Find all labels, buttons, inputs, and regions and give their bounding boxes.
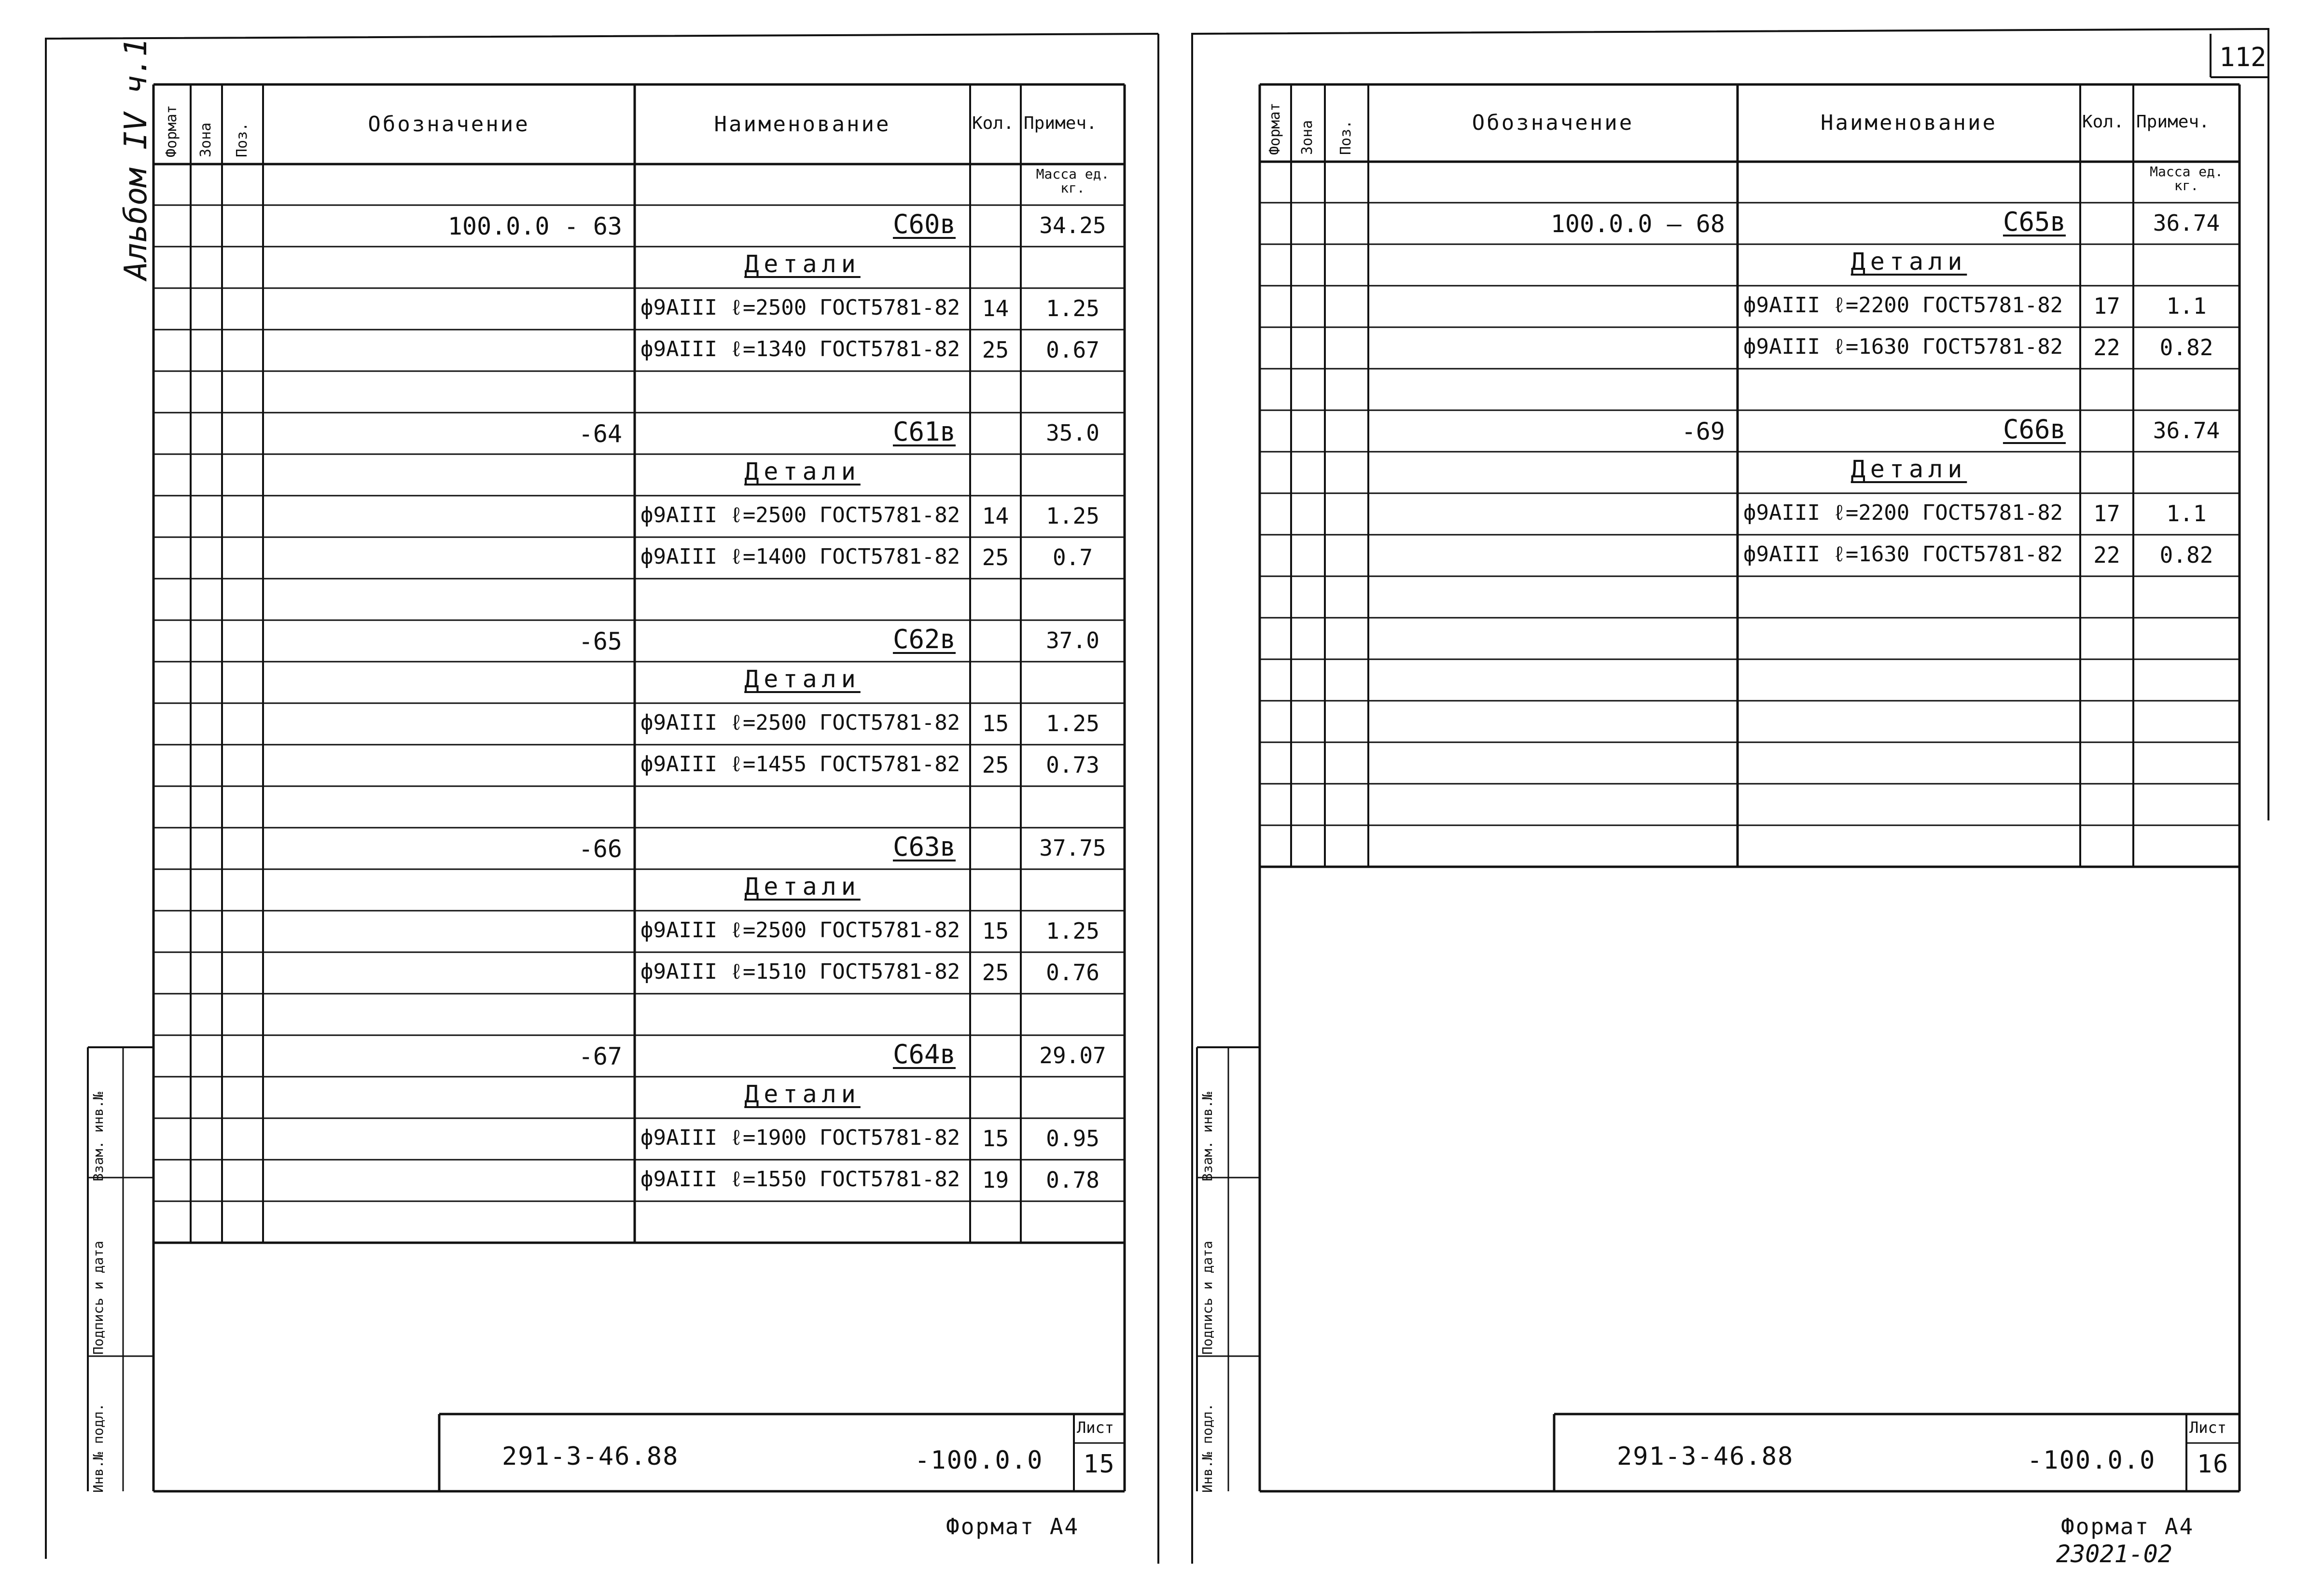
left_sheet-row-product: С63в bbox=[892, 832, 956, 862]
left_sheet-sheet-number: 15 bbox=[1083, 1450, 1115, 1479]
right_sheet-format-label: Формат А4 bbox=[2061, 1513, 2195, 1540]
right_sheet-row-note: 36.74 bbox=[2153, 210, 2220, 236]
left_sheet-row-section: Детали bbox=[744, 458, 861, 486]
stamp-code: 23021-02 bbox=[2056, 1540, 2172, 1568]
right_sheet-side-label: Взам. инв.№ bbox=[1199, 1092, 1215, 1181]
left_sheet-row-note: 35.0 bbox=[1046, 420, 1099, 446]
right_sheet-row-detail: ф9АIII ℓ=1630 ГОСТ5781-82 bbox=[1743, 542, 2063, 567]
left_sheet-row-detail: ф9АIII ℓ=1900 ГОСТ5781-82 bbox=[640, 1125, 960, 1150]
left_sheet-row-qty: 25 bbox=[982, 337, 1009, 363]
left_sheet-row-product: С61в bbox=[892, 416, 956, 447]
left_sheet-row-note: 37.0 bbox=[1046, 627, 1099, 653]
left_sheet-header-pos: Поз. bbox=[233, 122, 250, 157]
left_sheet-row-qty: 25 bbox=[982, 544, 1009, 570]
right_sheet-header-name: Наименование bbox=[1821, 111, 1997, 135]
left_sheet-row-note: 29.07 bbox=[1039, 1042, 1106, 1069]
right_sheet-header-zone: Зона bbox=[1299, 120, 1316, 155]
right_sheet-row-qty: 22 bbox=[2093, 542, 2120, 568]
right_sheet-sheet-number: 16 bbox=[2197, 1450, 2229, 1479]
left_sheet-row-qty: 25 bbox=[982, 752, 1009, 778]
left_sheet-header-format: Формат bbox=[163, 105, 180, 157]
left_sheet-row-designation: -67 bbox=[578, 1042, 622, 1070]
right_sheet-row-designation: 100.0.0 — 68 bbox=[1550, 210, 1725, 238]
left_sheet-row-note: 1.25 bbox=[1046, 710, 1099, 736]
left_sheet-header-zone: Зона bbox=[197, 122, 214, 157]
left_sheet-header-note: Примеч. bbox=[1024, 113, 1097, 133]
left_sheet-row-section: Детали bbox=[744, 1080, 861, 1108]
left_sheet-row-detail: ф9АIII ℓ=1510 ГОСТ5781-82 bbox=[640, 959, 960, 984]
left_sheet-row-designation: 100.0.0 - 63 bbox=[447, 212, 622, 240]
page-number: 112 bbox=[2219, 42, 2267, 72]
left_sheet-row-note: 1.25 bbox=[1046, 918, 1099, 944]
left_sheet-row-product: С62в bbox=[892, 624, 956, 654]
left_sheet-header-designation: Обозначение bbox=[368, 111, 530, 137]
right_sheet-sheet-label: Лист bbox=[2189, 1418, 2227, 1437]
right_sheet-header-pos: Поз. bbox=[1337, 120, 1354, 155]
left_sheet-format-label: Формат А4 bbox=[946, 1513, 1080, 1540]
left_sheet-row-designation: -64 bbox=[578, 420, 622, 448]
left_sheet-row-note: 0.95 bbox=[1046, 1125, 1099, 1152]
left_sheet-row-section: Детали bbox=[744, 250, 861, 278]
right_sheet-row-note: 0.82 bbox=[2159, 542, 2213, 568]
right_sheet-row-detail: ф9АIII ℓ=2200 ГОСТ5781-82 bbox=[1743, 293, 2063, 318]
left_sheet-row-detail: ф9АIII ℓ=1400 ГОСТ5781-82 bbox=[640, 544, 960, 569]
left_sheet-row-section: Детали bbox=[744, 873, 861, 901]
right_sheet-header-qty: Кол. bbox=[2082, 112, 2124, 132]
left_sheet-row-note: 1.25 bbox=[1046, 503, 1099, 529]
right_sheet-row-note: 1.1 bbox=[2166, 500, 2207, 527]
left_sheet-row-note: 1.25 bbox=[1046, 295, 1099, 321]
left_sheet-row-qty: 19 bbox=[982, 1167, 1009, 1193]
right_sheet-header-note: Примеч. bbox=[2136, 112, 2210, 132]
left_sheet-row-qty: 14 bbox=[982, 295, 1009, 321]
right_sheet-header-format: Формат bbox=[1266, 102, 1283, 155]
right_sheet-row-note: 36.74 bbox=[2153, 417, 2220, 444]
left_sheet-row-note: 0.7 bbox=[1052, 544, 1093, 570]
right_sheet-title-code: 291-3-46.88 bbox=[1617, 1442, 1794, 1471]
left_sheet-sheet-label: Лист bbox=[1077, 1418, 1114, 1437]
left_sheet-row-qty: 15 bbox=[982, 1125, 1009, 1152]
right_sheet-row-detail: ф9АIII ℓ=1630 ГОСТ5781-82 bbox=[1743, 334, 2063, 359]
left_sheet-title-designation: -100.0.0 bbox=[915, 1446, 1043, 1475]
right_sheet-side-label: Подпись и дата bbox=[1199, 1240, 1215, 1355]
left_sheet-row-designation: -66 bbox=[578, 835, 622, 863]
left_sheet-side-label: Взам. инв.№ bbox=[90, 1092, 106, 1181]
left_sheet-row-detail: ф9АIII ℓ=2500 ГОСТ5781-82 bbox=[640, 295, 960, 320]
left_sheet-side-label: Инв.№ подл. bbox=[90, 1403, 106, 1493]
album-note: Альбом IV ч.1 bbox=[118, 38, 154, 280]
left_sheet-row-note: 0.67 bbox=[1046, 337, 1099, 363]
left_sheet-row-detail: ф9АIII ℓ=2500 ГОСТ5781-82 bbox=[640, 710, 960, 735]
right_sheet-row-qty: 22 bbox=[2093, 334, 2120, 361]
left_sheet-row-qty: 15 bbox=[982, 918, 1009, 944]
left_sheet-row-product: С60в bbox=[892, 209, 956, 239]
left_sheet-row-note: 0.73 bbox=[1046, 752, 1099, 778]
right_sheet-row-detail: ф9АIII ℓ=2200 ГОСТ5781-82 bbox=[1743, 500, 2063, 525]
right_sheet-row-note: 1.1 bbox=[2166, 293, 2207, 319]
left_sheet-header-qty: Кол. bbox=[972, 113, 1014, 133]
right_sheet-header-designation: Обозначение bbox=[1472, 111, 1634, 135]
right_sheet-row-product: С66в bbox=[2003, 414, 2066, 444]
left_sheet-row-detail: ф9АIII ℓ=1550 ГОСТ5781-82 bbox=[640, 1167, 960, 1192]
right_sheet-row-product: С65в bbox=[2003, 207, 2066, 237]
left_sheet-row-detail: ф9АIII ℓ=1340 ГОСТ5781-82 bbox=[640, 337, 960, 361]
left_sheet-row-note: 34.25 bbox=[1039, 212, 1106, 238]
left_sheet-row-note: 0.76 bbox=[1046, 959, 1099, 985]
right_sheet-row-qty: 17 bbox=[2093, 500, 2120, 527]
left_sheet-mass-note: Масса ед. кг. bbox=[1036, 166, 1110, 196]
left_sheet-title-code: 291-3-46.88 bbox=[502, 1442, 679, 1471]
left_sheet-row-detail: ф9АIII ℓ=1455 ГОСТ5781-82 bbox=[640, 752, 960, 777]
left_sheet-row-note: 0.78 bbox=[1046, 1167, 1099, 1193]
left_sheet-side-label: Подпись и дата bbox=[90, 1240, 106, 1355]
left_sheet-row-qty: 14 bbox=[982, 503, 1009, 529]
right_sheet-row-note: 0.82 bbox=[2159, 334, 2213, 361]
left_sheet-row-detail: ф9АIII ℓ=2500 ГОСТ5781-82 bbox=[640, 918, 960, 943]
left_sheet-row-designation: -65 bbox=[578, 627, 622, 655]
right_sheet-side-label: Инв.№ подл. bbox=[1199, 1403, 1215, 1493]
right_sheet-row-section: Детали bbox=[1850, 455, 1967, 483]
left_sheet-row-section: Детали bbox=[744, 665, 861, 693]
right_sheet-row-qty: 17 bbox=[2093, 293, 2120, 319]
left_sheet-row-note: 37.75 bbox=[1039, 835, 1106, 861]
left_sheet-row-detail: ф9АIII ℓ=2500 ГОСТ5781-82 bbox=[640, 503, 960, 527]
right_sheet-title-designation: -100.0.0 bbox=[2027, 1446, 2156, 1475]
right_sheet-row-section: Детали bbox=[1850, 248, 1967, 276]
left_sheet-row-product: С64в bbox=[892, 1039, 956, 1069]
right_sheet-row-designation: -69 bbox=[1681, 417, 1725, 445]
left_sheet-row-qty: 25 bbox=[982, 959, 1009, 985]
left_sheet-header-name: Наименование bbox=[714, 111, 891, 137]
left_sheet-row-qty: 15 bbox=[982, 710, 1009, 736]
right_sheet-mass-note: Масса ед. кг. bbox=[2150, 164, 2223, 194]
